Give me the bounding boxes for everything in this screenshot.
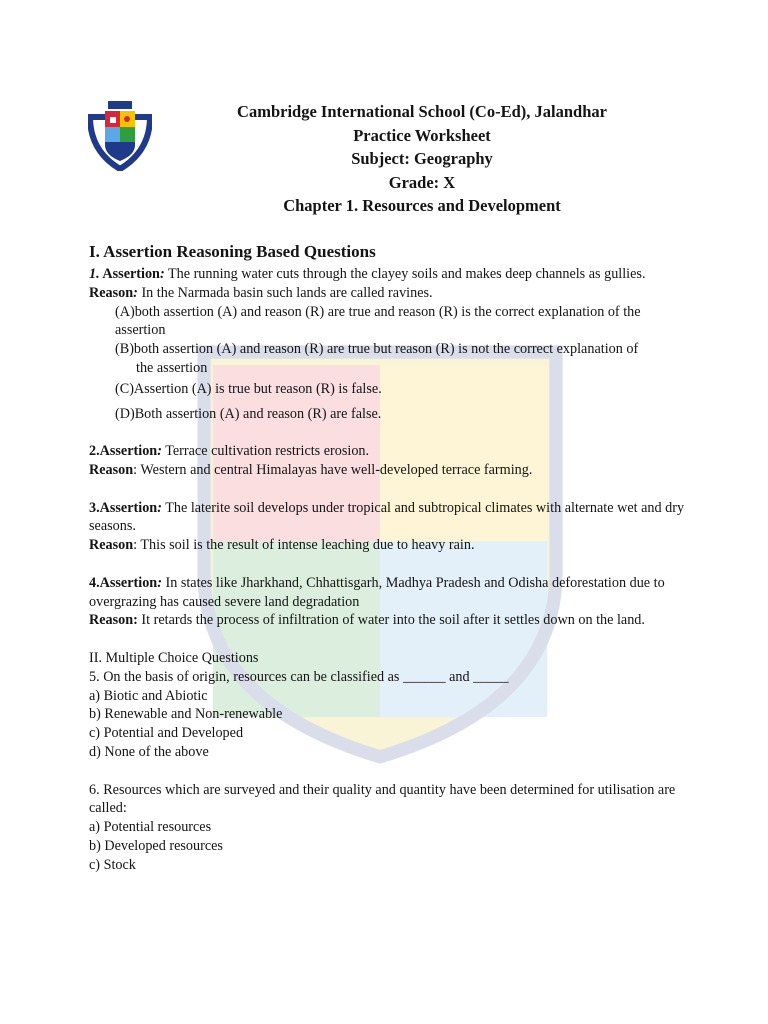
q3-reason: Reason: This soil is the result of intense leaching due to heavy rain. bbox=[89, 537, 475, 554]
q1-reason: Reason: In the Narmada basin such lands are called ravines. bbox=[89, 284, 433, 301]
q4-reason: Reason: It retards the process of infiltration of water into the soil after it settles down on the land. bbox=[89, 612, 645, 629]
question-3 bbox=[89, 499, 689, 555]
q5-option-c: c) Potential and Developed bbox=[89, 725, 244, 742]
q2-assertion: 2.Assertion: Terrace cultivation restricts erosion. bbox=[89, 443, 370, 460]
q6-option-b: b) Developed resources bbox=[89, 837, 223, 854]
q6-option-a: a) Potential resources bbox=[89, 819, 212, 836]
question-1 bbox=[89, 265, 689, 423]
grade-line: Grade: X bbox=[388, 172, 456, 192]
worksheet-title: Practice Worksheet bbox=[353, 125, 491, 145]
q1-option-c: (C)Assertion (A) is true but reason (R) is false. bbox=[115, 380, 382, 397]
q1-option-b-continued: the assertion bbox=[136, 359, 208, 376]
q5-text: 5. On the basis of origin, resources can be classified as ______ and _____ bbox=[89, 668, 509, 685]
q1-assertion: 1. Assertion: The running water cuts through the clayey soils and makes deep channels as gullies. bbox=[89, 266, 646, 282]
question-2 bbox=[89, 442, 689, 480]
chapter-title: Chapter 1. Resources and Development bbox=[283, 196, 561, 216]
question-4 bbox=[89, 574, 689, 630]
question-6 bbox=[89, 781, 689, 875]
question-5 bbox=[89, 668, 689, 762]
q5-option-b: b) Renewable and Non-renewable bbox=[89, 706, 283, 723]
worksheet-body bbox=[89, 242, 689, 875]
q1-option-b: (B)both assertion (A) and reason (R) are true but reason (R) is not the correct explanation of bbox=[115, 341, 639, 358]
q3-assertion: 3.Assertion: The laterite soil develops under tropical and subtropical climates with alternate wet and dry seasons. bbox=[89, 499, 685, 535]
q1-option-a: (A)both assertion (A) and reason (R) are true and reason (R) is the correct explanation of the assertion bbox=[115, 303, 641, 339]
q4-assertion: 4.Assertion: In states like Jharkhand, Chhattisgarh, Madhya Pradesh and Odisha deforestation due to overgrazing has caused severe land degradation bbox=[89, 574, 665, 610]
q5-option-d: d) None of the above bbox=[89, 743, 209, 760]
q1-option-d: (D)Both assertion (A) and reason (R) are false. bbox=[115, 405, 382, 422]
q6-text: 6. Resources which are surveyed and their quality and quantity have been determined for utilisation are called: bbox=[89, 781, 676, 817]
q6-option-c: c) Stock bbox=[89, 856, 136, 873]
q2-reason: Reason: Western and central Himalayas have well-developed terrace farming. bbox=[89, 461, 533, 478]
section-mcq-title: II. Multiple Choice Questions bbox=[89, 649, 259, 666]
subject-line: Subject: Geography bbox=[351, 149, 493, 169]
q5-option-a: a) Biotic and Abiotic bbox=[89, 687, 208, 704]
document-header bbox=[0, 100, 768, 218]
school-name: Cambridge International School (Co-Ed), Jalandhar bbox=[237, 102, 607, 121]
section-assertion-title: I. Assertion Reasoning Based Questions bbox=[89, 242, 376, 261]
